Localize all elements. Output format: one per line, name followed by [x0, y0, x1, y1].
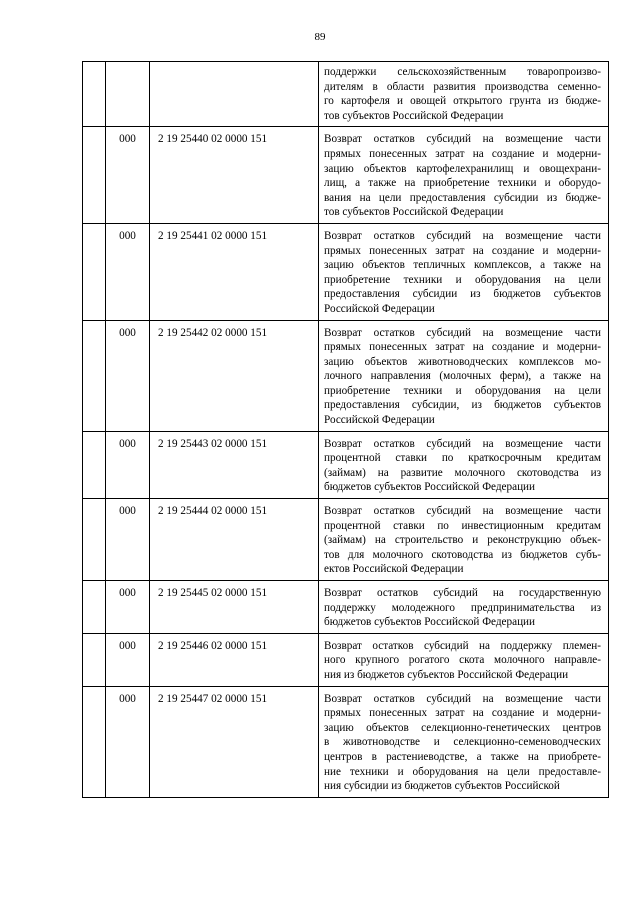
table-row: [83, 633, 609, 686]
description-cell: [319, 686, 609, 797]
kbk-code-cell: [150, 62, 319, 127]
description-line: предоставления субсидии, из бюджетов субъектов: [324, 399, 601, 412]
description-line: приобретение техники и оборудования на цели: [324, 273, 601, 286]
description-line: Возврат остатков субсидий на возмещение части: [324, 437, 601, 450]
kbk-code-cell: 2 19 25444 02 0000 151: [150, 499, 319, 581]
description-line: Российской Федерации: [324, 414, 435, 427]
description-line: (займам) на развитие молочного скотоводства из: [324, 466, 601, 479]
table-row: [83, 431, 609, 498]
kbk-code-cell: 2 19 25446 02 0000 151: [150, 633, 319, 686]
description-line: приобретение техники и оборудования на цели: [324, 384, 601, 397]
table-row: [83, 686, 609, 797]
admin-code-cell: 000: [106, 223, 150, 320]
row-margin-cell: [83, 581, 106, 634]
description-line: зацию объектов тепличных комплексов, а также на: [324, 259, 601, 272]
admin-code-cell: 000: [106, 686, 150, 797]
kbk-code-cell: 2 19 25443 02 0000 151: [150, 431, 319, 498]
description-line: вания на цели предоставления субсидии из бюдже-: [324, 191, 601, 204]
description-line: Возврат остатков субсидий на возмещение части: [324, 505, 601, 518]
description-line: ектов Российской Федерации: [324, 563, 464, 576]
description-line: прямых понесенных затрат на создание и модерни-: [324, 147, 601, 160]
description-line: ного крупного рогатого скота молочного направле-: [324, 654, 601, 667]
description-line: прямых понесенных затрат на создание и модерни-: [324, 707, 601, 720]
table-body: [83, 62, 609, 798]
description-line: тов для молочного скотоводства из бюджетов субъ-: [324, 548, 601, 561]
kbk-code-cell: 2 19 25441 02 0000 151: [150, 223, 319, 320]
row-margin-cell: [83, 686, 106, 797]
table-row: [83, 581, 609, 634]
description-line: зацию объектов картофелехранилищ и овощехрани-: [324, 162, 601, 175]
description-line: тов субъектов Российской Федерации: [324, 109, 504, 122]
kbk-code-cell: 2 19 25445 02 0000 151: [150, 581, 319, 634]
row-margin-cell: [83, 633, 106, 686]
row-margin-cell: [83, 320, 106, 431]
table-row: [83, 320, 609, 431]
description-line: дителям в области развития производства семенно-: [324, 80, 601, 93]
description-line: ние техники и оборудования на цели предоставле-: [324, 765, 601, 778]
description-line: ния субсидии из бюджетов субъектов Российской: [324, 780, 560, 793]
description-cell: [319, 127, 609, 224]
admin-code-cell: [106, 62, 150, 127]
kbk-code-cell: 2 19 25440 02 0000 151: [150, 127, 319, 224]
description-cell: [319, 320, 609, 431]
description-line: зацию объектов селекционно-генетических центров: [324, 721, 601, 734]
description-line: центров в растениеводстве, а также на приобрете-: [324, 750, 601, 763]
description-line: лочного направления (молочных ферм), а также на: [324, 370, 601, 383]
description-cell: [319, 431, 609, 498]
table-row: [83, 62, 609, 127]
description-line: го картофеля и овощей открытого грунта из бюдже-: [324, 95, 601, 108]
table-row: [83, 127, 609, 224]
description-line: поддержки сельскохозяйственным товаропроизво-: [324, 66, 601, 78]
description-line: Возврат остатков субсидий на поддержку племен-: [324, 639, 601, 652]
description-line: бюджетов субъектов Российской Федерации: [324, 616, 536, 629]
admin-code-cell: 000: [106, 127, 150, 224]
kbk-code-cell: 2 19 25447 02 0000 151: [150, 686, 319, 797]
description-line: тов субъектов Российской Федерации: [324, 206, 504, 219]
row-margin-cell: [83, 127, 106, 224]
admin-code-cell: 000: [106, 320, 150, 431]
page-number: 89: [314, 31, 326, 43]
kbk-code-cell: 2 19 25442 02 0000 151: [150, 320, 319, 431]
description-cell: [319, 499, 609, 581]
description-line: поддержку молодежного предпринимательства из: [324, 601, 601, 614]
row-margin-cell: [83, 223, 106, 320]
table-row: [83, 499, 609, 581]
admin-code-cell: 000: [106, 581, 150, 634]
description-line: Российской Федерации: [324, 302, 435, 315]
row-margin-cell: [83, 499, 106, 581]
row-margin-cell: [83, 431, 106, 498]
description-line: в животноводстве и селекционно-семеноводческих: [324, 736, 601, 749]
description-line: Возврат остатков субсидий на возмещение части: [324, 326, 601, 339]
description-line: предоставления субсидии из бюджетов субъектов: [324, 288, 601, 301]
admin-code-cell: 000: [106, 633, 150, 686]
admin-code-cell: 000: [106, 499, 150, 581]
description-line: (займам) на строительство и реконструкцию объек-: [324, 534, 601, 547]
description-line: ния из бюджетов субъектов Российской Федерации: [324, 668, 569, 681]
description-line: процентной ставки по инвестиционным кредитам: [324, 519, 601, 532]
description-line: лищ, а также на приобретение техники и оборудо-: [324, 177, 601, 190]
description-line: Возврат остатков субсидий на возмещение части: [324, 133, 601, 146]
description-line: Возврат остатков субсидий на возмещение части: [324, 692, 601, 705]
description-cell: [319, 581, 609, 634]
description-line: Возврат остатков субсидий на государственную: [324, 587, 601, 599]
description-line: бюджетов субъектов Российской Федерации: [324, 481, 536, 494]
admin-code-cell: 000: [106, 431, 150, 498]
table-row: [83, 223, 609, 320]
row-margin-cell: [83, 62, 106, 127]
description-line: зацию объектов животноводческих комплексов мо-: [324, 355, 601, 368]
description-cell: [319, 223, 609, 320]
budget-classification-table: [82, 61, 609, 798]
description-line: прямых понесенных затрат на создание и модерни-: [324, 341, 601, 354]
description-cell: [319, 633, 609, 686]
description-line: Возврат остатков субсидий на возмещение части: [324, 229, 601, 242]
description-line: прямых понесенных затрат на создание и модерни-: [324, 244, 601, 257]
description-cell: [319, 62, 609, 127]
description-line: процентной ставки по краткосрочным кредитам: [324, 452, 601, 465]
